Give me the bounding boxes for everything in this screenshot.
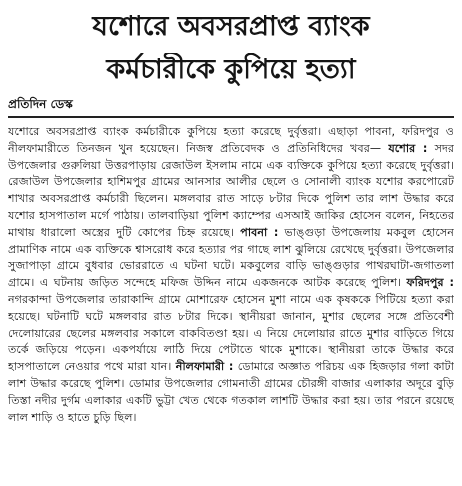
dateline-faridpur: ফরিদপুর : [406, 276, 454, 290]
dateline-pabna: পাবনা : [240, 225, 279, 239]
dateline-nilphamari: নীলফামারী : [175, 360, 234, 374]
headline-line-1: যশোরে অবসরপ্রাপ্ত ব্যাংক [92, 11, 370, 42]
article-body [8, 124, 454, 482]
faridpur-report: নগরকান্দা উপজেলার তারাকান্দি গ্রামে মোশারেফ হোসেন মুশা নামে এক কৃষককে পিটিয়ে হত্যা করা হয়েছে। ঘটনাটি ঘটে মঙ্গলবার রাত ৮টার দিকে। স্থানীয়রা জানান, মুশার ছেলের সঙ্গে প্রতিবেশী দেলোয়ারের ছেলের মঙ্গলবার সকালে বাকবিতণ্ডা হয়। এ নিয়ে দেলোয়ার রাতে মুশার বাড়িতে গিয়ে তর্কে জড়িয়ে পড়েন। একপর্যায়ে লাঠি দিয়ে পেটাতে থাকে মুশাকে। স্থানীয়রা তাকে উদ্ধার করে হাসপাতালে নেওয়ার পথে মারা যান। [8, 292, 454, 374]
jessore-report: সদর উপজেলার গুরুলিয়া উত্তরপাড়ায় রেজাউল ইসলাম নামে এক ব্যক্তিকে কুপিয়ে হত্যা করেছে দুর্বৃত্তরা। রেজাউল উপজেলার হাশিমপুর গ্রামের আনসার আলীর ছেলে ও সোনালী ব্যাংক যশোর করপোরেট শাখার অবসরপ্রাপ্ত কর্মচারী ছিলেন। মঙ্গলবার রাত সাড়ে ৮টার দিকে পুলিশ তার লাশ উদ্ধার করে যশোর হাসপাতাল মর্গে পাঠায়। তালবাড়িয়া পুলিশ ক্যাম্পের এসআই জাকির হোসেন বলেন, নিহতের মাথায় ধারালো অস্ত্রের দুটি কোপের চিহ্ন রয়েছে। [8, 141, 454, 239]
dateline-jessore: যশোর : [388, 141, 428, 155]
nilphamari-report: ডোমারে অজ্ঞাত পরিচয় এক হিজড়ার গলা কাটা লাশ উদ্ধার করেছে পুলিশ। ডোমার উপজেলার গোমনাতী গ্রামের চৌরঙ্গী বাজার এলাকার অদূরে বুড়ি তিস্তা নদীর দুর্গম এলাকার একটি ভুট্টা খেত থেকে গতকাল লাশটি উদ্ধার করা হয়। তার পরনে রয়েছে লাল শাড়ি ও হাতে চুড়ি ছিল। [8, 360, 454, 424]
article-paragraph [8, 124, 454, 426]
byline-desk: প্রতিদিন ডেস্ক [8, 97, 73, 111]
divider-rule [8, 116, 454, 118]
headline-line-2: কর্মচারীকে কুপিয়ে হত্যা [106, 54, 356, 85]
pabna-report: ভাঙ্গুড়া উপজেলায় মকবুল হোসেন প্রামাণিক নামে এক ব্যক্তিকে শ্বাসরোধ করে হত্যার পর গাছে লাশ ঝুলিয়ে রেখেছে দুর্বৃত্তরা। উপজেলার সুজাপাড়া গ্রামে বুধবার ভোররাতে এ ঘটনা ঘটে। মকবুলের বাড়ি ভাঙ্গুড়ার পাথরঘাটা-জগাতলা গ্রামে। এ ঘটনায় জড়িত সন্দেহে মফিজ উদ্দিন নামে একজনকে আটক করেছে পুলিশ। [8, 225, 454, 290]
intro-text: যশোরে অবসরপ্রাপ্ত ব্যাংক কর্মচারীকে কুপিয়ে হত্যা করেছে দুর্বৃত্তরা। এছাড়া পাবনা, ফরিদপুর ও নীলফামারীতে তিনজন খুন হয়েছেন। নিজস্ব প্রতিবেদক ও প্রতিনিধিদের খবর— [8, 125, 454, 155]
